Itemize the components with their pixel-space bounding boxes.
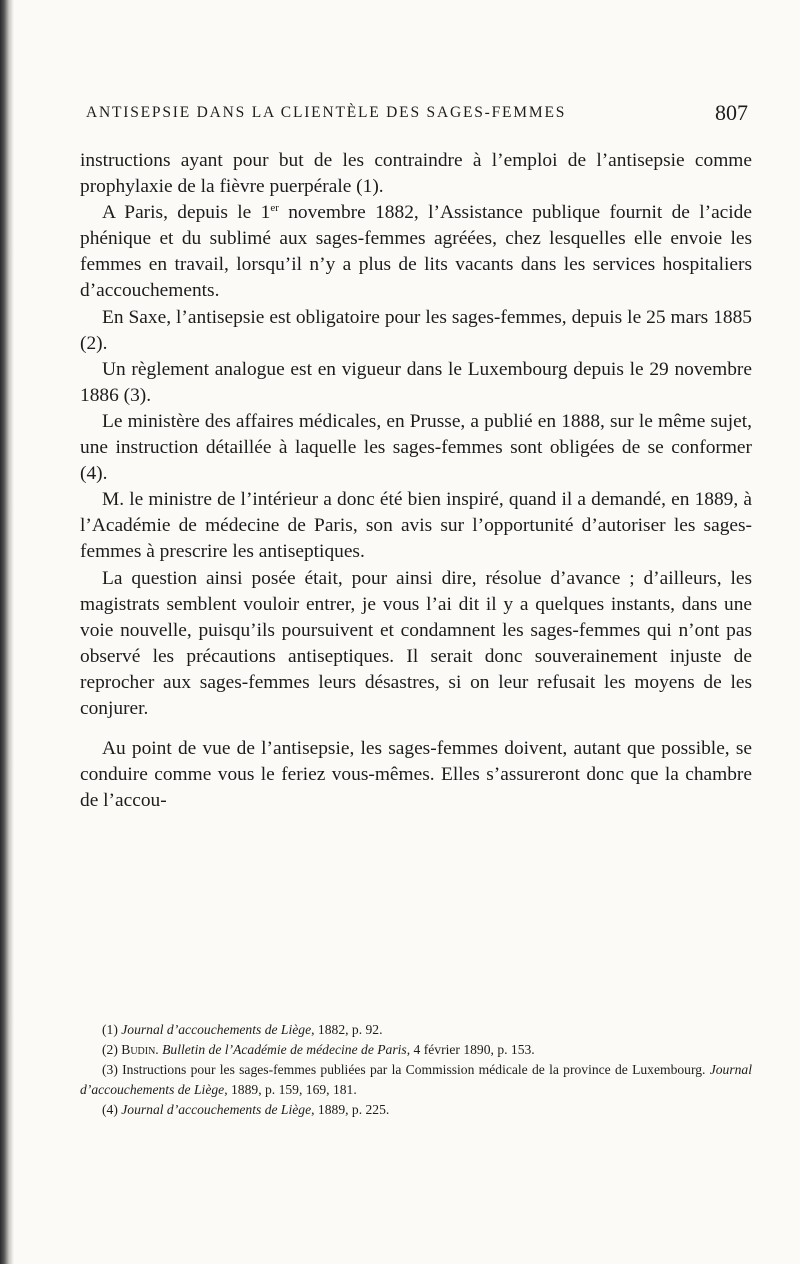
paragraph-2: A Paris, depuis le 1er novembre 1882, l’Assistance publique fournit de l’acide phénique et du sublimé aux sages-femmes agréées, chez lesquelles elle envoie les femmes en travail, lorsqu’il n’y a plus de lits vacants dans les services hospitaliers d’accouchements. [80,202,752,302]
paragraph-7: La question ainsi posée était, pour ainsi dire, résolue d’avance ; d’ailleurs, les magistrats semblent vouloir entrer, je vous l’ai dit il y a quelques instants, dans une voie nouvelle, puisqu’ils poursuivent et condamnent les sages-femmes qui n’ont pas observé les précautions antiseptiques. Il serait donc souverainement injuste de reprocher aux sages-femmes leurs désastres, si on leur refusait les moyens de les conjurer. [80,567,752,719]
footnotes [80,1020,752,1120]
paragraph-4: Un règlement analogue est en vigueur dans le Luxembourg depuis le 29 novembre 1886 (3). [80,358,752,406]
paragraph-5: Le ministère des affaires médicales, en Prusse, a publié en 1888, sur le même sujet, une instruction détaillée à laquelle les sages-femmes sont obligées de se conformer (4). [80,410,752,485]
footnote-1: (1) Journal d’accouchements de Liège, 1882, p. 92. [102,1022,383,1037]
footnote-4: (4) Journal d’accouchements de Liège, 1889, p. 225. [102,1102,390,1117]
body-text [80,148,752,814]
paragraph-1: instructions ayant pour but de les contraindre à l’emploi de l’antisepsie comme prophylaxie de la fièvre puerpérale (1). [80,150,752,198]
footnote-2: (2) Budin. Bulletin de l’Académie de médecine de Paris, 4 février 1890, p. 153. [102,1042,535,1057]
paragraph-8: Au point de vue de l’antisepsie, les sages-femmes doivent, autant que possible, se conduire comme vous le feriez vous-mêmes. Elles s’assureront donc que la chambre de l’accou- [80,738,752,812]
page-header [66,100,752,130]
scan-binding-edge [0,0,14,1264]
paragraph-3: En Saxe, l’antisepsie est obligatoire pour les sages-femmes, depuis le 25 mars 1885 (2). [80,306,752,354]
page-number: 807 [715,100,748,125]
paragraph-6: M. le ministre de l’intérieur a donc été bien inspiré, quand il a demandé, en 1889, à l’Académie de médecine de Paris, son avis sur l’opportunité d’autoriser les sages-femmes à prescrire les antiseptiques. [80,489,752,563]
footnote-3: (3) Instructions pour les sages-femmes publiées par la Commission médicale de la province de Luxembourg. Journal d’accouchements de Liège, 1889, p. 159, 169, 181. [80,1062,753,1097]
running-title: ANTISEPSIE DANS LA CLIENTÈLE DES SAGES-FEMMES [86,104,567,121]
